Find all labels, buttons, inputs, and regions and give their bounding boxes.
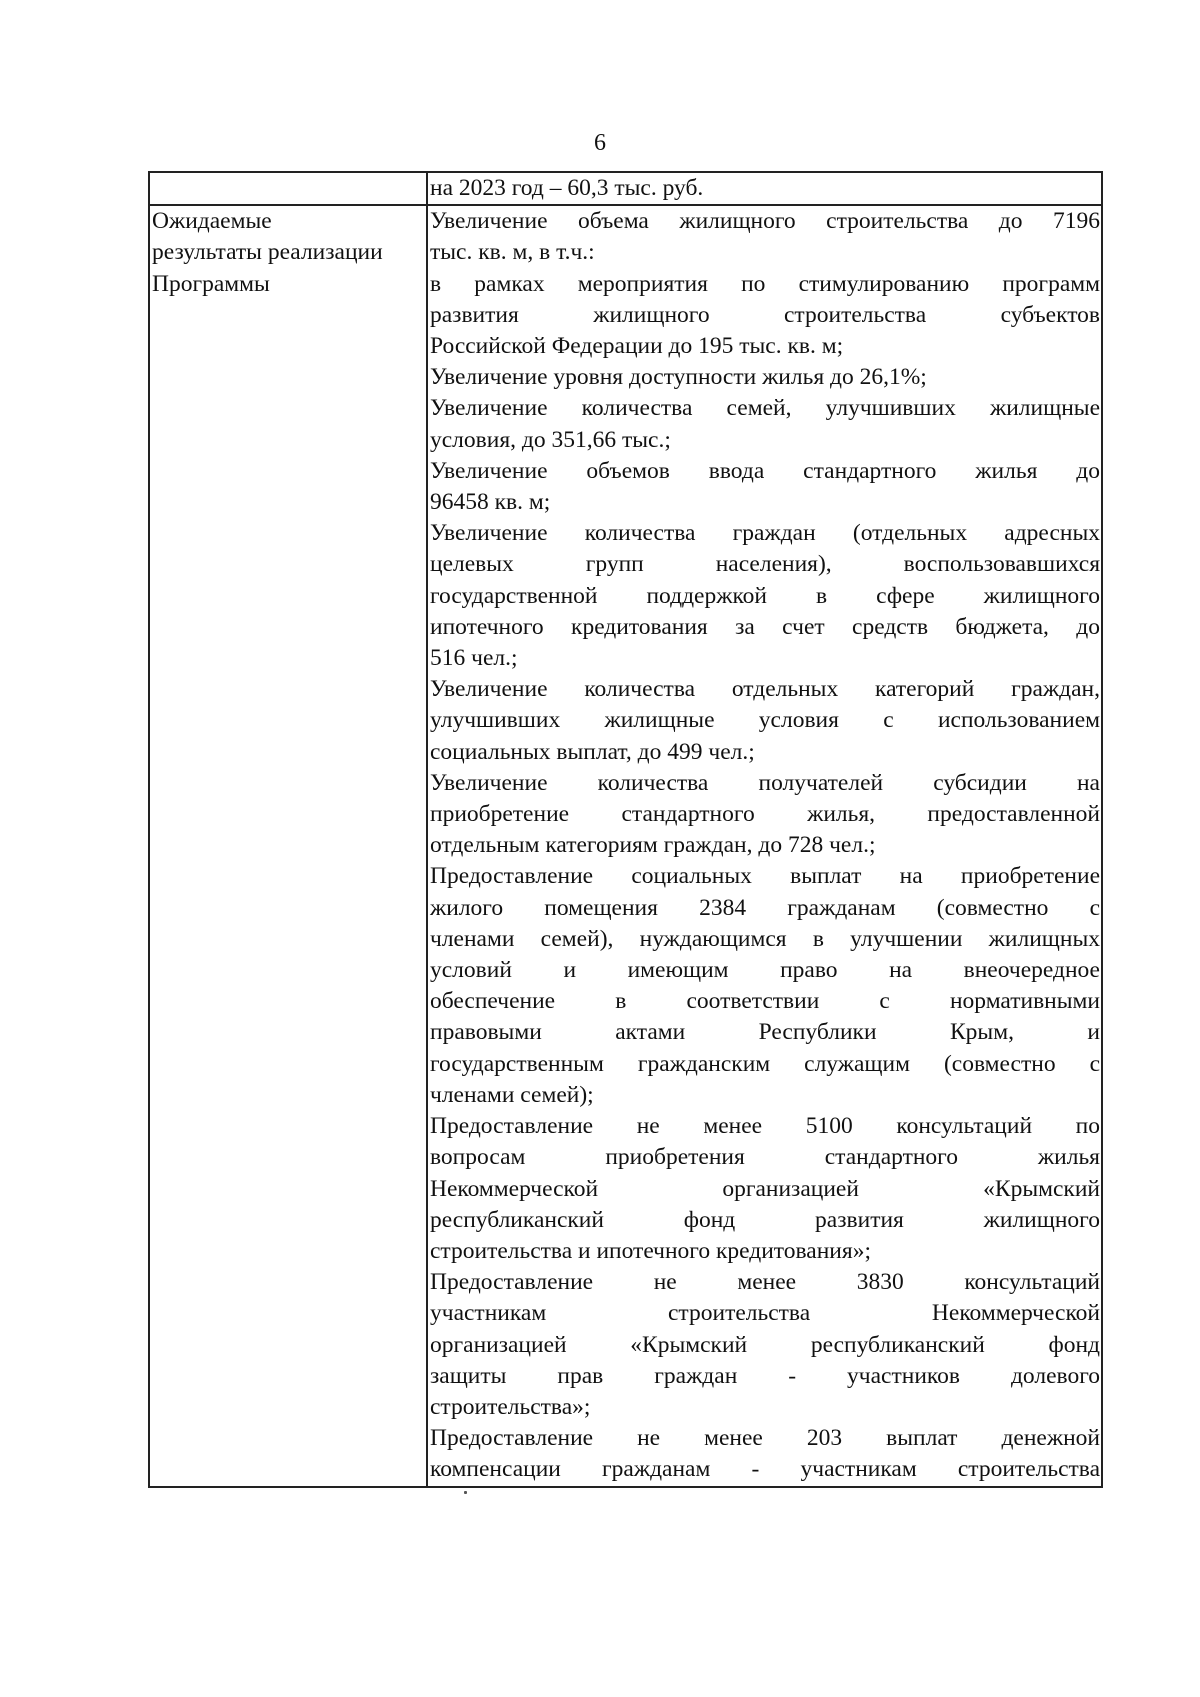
- result-text-line: Увеличение объема жилищного строительства до 7196: [430, 208, 1100, 235]
- table-row-funding: [149, 172, 1102, 205]
- result-text-line: членами семей);: [430, 1081, 594, 1108]
- result-text-line: членами семей), нуждающимся в улучшении жилищных: [430, 925, 1100, 952]
- result-text-line: компенсации гражданам - участникам строительства: [430, 1456, 1100, 1483]
- result-text-line: тыс. кв. м, в т.ч.:: [430, 239, 595, 266]
- result-text-line: правовыми актами Республики Крым, и: [430, 1019, 1100, 1046]
- result-text-line: Предоставление не менее 5100 консультаций по: [430, 1113, 1100, 1140]
- label-line: результаты реализации: [152, 239, 383, 266]
- page-number: 6: [594, 130, 606, 156]
- result-text-line: 516 чел.;: [430, 645, 518, 672]
- funding-2023-cell: [427, 172, 1102, 205]
- result-text-line: Некоммерческой организацией «Крымский: [430, 1175, 1100, 1202]
- result-text-line: Предоставление не менее 3830 консультаций: [430, 1269, 1100, 1296]
- label-line: Программы: [152, 270, 270, 297]
- result-text-line: отдельным категориям граждан, до 728 чел.;: [430, 832, 876, 859]
- program-passport-table: [148, 171, 1103, 1488]
- result-text-line: жилого помещения 2384 гражданам (совместно с: [430, 894, 1100, 921]
- result-text-line: приобретение стандартного жилья, предоставленной: [430, 801, 1100, 828]
- result-text-line: республиканский фонд развития жилищного: [430, 1206, 1100, 1233]
- result-text-line: Увеличение количества отдельных категорий граждан,: [430, 676, 1100, 703]
- result-text-line: государственной поддержкой в сфере жилищного: [430, 582, 1100, 609]
- result-text-line: Увеличение количества получателей субсидии на: [430, 769, 1100, 796]
- result-text-line: обеспечение в соответствии с нормативными: [430, 988, 1100, 1015]
- expected-results-label-cell: [149, 205, 427, 1486]
- result-text-line: развития жилищного строительства субъектов: [430, 301, 1100, 328]
- funding-2023-text: на 2023 год – 60,3 тыс. руб.: [430, 175, 704, 201]
- result-text-line: в рамках мероприятия по стимулированию программ: [430, 270, 1100, 297]
- result-text-line: Увеличение количества граждан (отдельных адресных: [430, 520, 1100, 547]
- result-text-line: ипотечного кредитования за счет средств бюджета, до: [430, 613, 1100, 640]
- table-cell-empty: [149, 172, 427, 205]
- result-text-line: 96458 кв. м;: [430, 489, 551, 516]
- result-text-line: Увеличение количества семей, улучшивших жилищные: [430, 395, 1100, 422]
- result-text-line: Российской Федерации до 195 тыс. кв. м;: [430, 333, 844, 360]
- result-text-line: строительства»;: [430, 1393, 591, 1420]
- result-text-line: государственным гражданским служащим (совместно с: [430, 1050, 1100, 1077]
- result-text-line: целевых групп населения), воспользовавшихся: [430, 551, 1100, 578]
- result-text-line: вопросам приобретения стандартного жилья: [430, 1144, 1100, 1171]
- result-text-line: условия, до 351,66 тыс.;: [430, 426, 671, 453]
- result-text-line: социальных выплат, до 499 чел.;: [430, 738, 755, 765]
- result-text-line: защиты прав граждан - участников долевого: [430, 1362, 1100, 1389]
- result-text-line: Увеличение объемов ввода стандартного жилья до: [430, 457, 1100, 484]
- scan-speck: [464, 1491, 467, 1494]
- result-text-line: строительства и ипотечного кредитования»;: [430, 1237, 871, 1264]
- result-text-line: Увеличение уровня доступности жилья до 26,1%;: [430, 364, 927, 391]
- result-text-line: Предоставление не менее 203 выплат денежной: [430, 1425, 1100, 1452]
- result-text-line: условий и имеющим право на внеочередное: [430, 957, 1100, 984]
- table-row-expected-results: [149, 205, 1102, 1486]
- result-text-line: Предоставление социальных выплат на приобретение: [430, 863, 1100, 890]
- label-line: Ожидаемые: [152, 208, 272, 235]
- result-text-line: участникам строительства Некоммерческой: [430, 1300, 1100, 1327]
- result-text-line: организацией «Крымский республиканский фонд: [430, 1331, 1100, 1358]
- expected-results-text-cell: [427, 205, 1102, 1486]
- result-text-line: улучшивших жилищные условия с использованием: [430, 707, 1100, 734]
